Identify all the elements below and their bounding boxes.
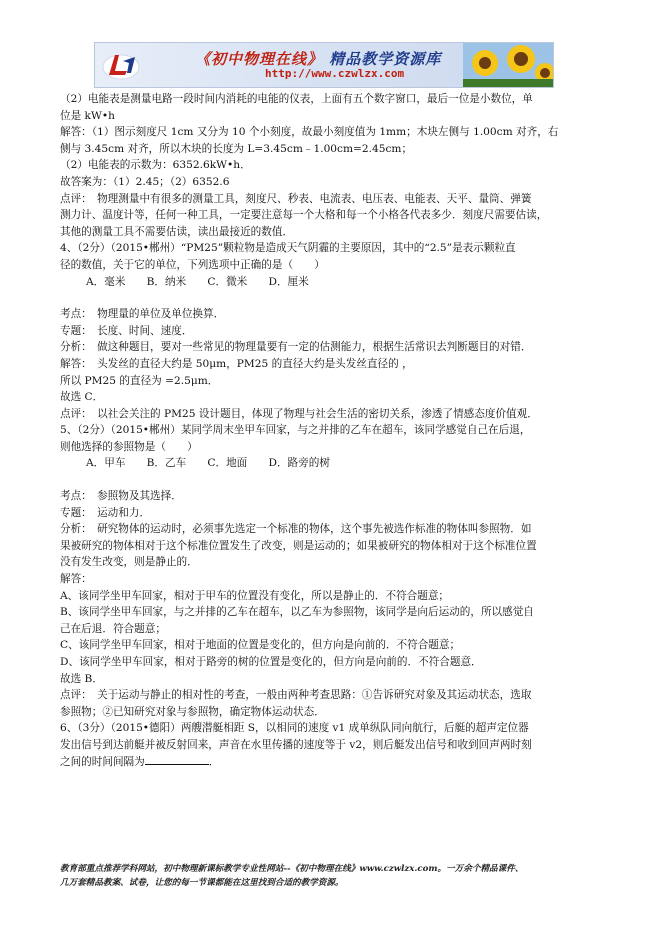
footer-line: 几万套精品教案、试卷，让您的每一节课都能在这里找到合适的教学资源。 [60, 878, 344, 888]
text-line: 则他选择的参照物是（ ） [60, 440, 198, 453]
text-line: （2）电能表的示数为：6352.6kW•h． [60, 159, 251, 172]
text-line: 故选 C． [60, 391, 104, 404]
text-line: C、该同学坐甲车回家，相对于地面的位置是变化的，但方向是向前的．不符合题意； [60, 639, 461, 652]
question-6: 6、（3分）（2015•德阳）两艘潜艇相距 S，以相同的速度 v1 成单纵队同向航行，后艇的超声定位器 [60, 722, 529, 735]
text-line: （2）电能表是测量电路一段时间内消耗的电能的仪表，上面有五个数字窗口，最后一位是小数位，单 [60, 93, 533, 105]
footer-line: 教育部重点推荐学科网站，初中物理新课标教学专业性网站--《初中物理在线》www.czwlzx.com。一万余个精品课件、 [60, 864, 524, 874]
question-4: 4、（2分）（2015•郴州）“PM25”颗粒物是造成天气阴霾的主要原因，其中的“2.5”是表示颗粒直 [60, 242, 516, 255]
text-line: 发出信号到达前艇并被反射回来，声音在水里传播的速度等于 v2，则后艇发出信号和收到回声两时刻 [60, 738, 532, 751]
text-line: 故答案为：（1）2.45；（2）6352.6 [60, 175, 230, 188]
banner-url[interactable]: http://www.czwlzx.com [265, 67, 405, 80]
question-4-options: A．毫米 B．纳米 C．微米 D．厘米 [86, 275, 309, 288]
text-line: 己在后退．符合题意； [60, 622, 166, 635]
text-line: 没有发生改变，则是静止的． [60, 556, 198, 569]
question-5: 5、（2分）（2015•郴州）某同学周末坐甲车回家，与之并排的乙车在超车，该同学感觉自己在后退， [60, 424, 531, 437]
text-line: 果被研究的物体相对于这个标准位置发生了改变，则是运动的；如果被研究的物体相对于这个标准位置 [60, 539, 537, 552]
text-line: 分析： 做这种题目，要对一些常见的物理量要有一定的估测能力，根据生活常识去判断题目的对错． [60, 341, 532, 354]
text-line: 解答： 头发丝的直径大约是 50μm，PM25 的直径大约是头发丝直径的 ， [60, 357, 413, 370]
text-line: 考点： 参照物及其选择． [60, 490, 182, 503]
text-line: 参照物；②已知研究对象与参照物，确定物体运动状态． [60, 705, 325, 718]
text-line: 径的数值，关于它的单位，下列选项中正确的是（ ） [60, 258, 325, 271]
sunflower-icon [463, 43, 553, 87]
page-footer [60, 862, 605, 890]
text-line: 故选 B． [60, 672, 103, 685]
text-line: 其他的测量工具不需要估读，读出最接近的数值． [60, 225, 294, 238]
text-line: B、该同学坐甲车回家，与之并排的乙车在超车，以乙车为参照物，该同学是向后运动的，所以感觉自 [60, 606, 534, 619]
document-body [60, 91, 602, 770]
header-banner [94, 42, 554, 88]
text-line: A、该同学坐甲车回家，相对于甲车的位置没有变化，所以是静止的．不符合题意； [60, 589, 450, 602]
banner-subtitle: 精品教学资源库 [329, 50, 442, 68]
question-5-options: A．甲车 B．乙车 C．地面 D．路旁的树 [86, 457, 330, 470]
text-line: 侧与 3.45cm 对齐，所以木块的长度为 L=3.45cm﹣1.00cm=2.45cm； [60, 142, 413, 155]
text-line: D、该同学坐甲车回家，相对于路旁的树的位置是变化的，但方向是向前的．不符合题意． [60, 656, 482, 668]
text-line: 分析： 研究物体的运动时，必须事先选定一个标准的物体，这个事先被选作标准的物体叫参照物．如 [60, 523, 532, 536]
text-line: 解答：（1）图示刻度尺 1cm 又分为 10 个小刻度，故最小刻度值为 1mm；木块左侧与 1.00cm 对齐，右 [60, 126, 559, 139]
banner-title: 《初中物理在线》 精品教学资源库 [195, 50, 442, 68]
text-line: 测力计、温度计等，任何一种工具，一定要注意每一个大格和每一个小格各代表多少．刻度尺需要估读， [60, 209, 548, 222]
answer-blank [145, 754, 209, 765]
text-line: 所以 PM25 的直径为 =2.5μm． [60, 374, 219, 387]
text-line: 专题： 运动和力． [60, 506, 151, 519]
text-line: 位是 kW•h [60, 109, 115, 122]
text-line: 解答： [60, 573, 92, 586]
text-line: 点评： 以社会关注的 PM25 设计题目，体现了物理与社会生活的密切关系，渗透了情感态度价值观． [60, 407, 538, 420]
site-logo-icon [101, 47, 141, 83]
text-line: 之间的时间间隔为 ． [60, 755, 220, 768]
text-line: 点评： 关于运动与静止的相对性的考查，一般由两种考查思路：①告诉研究对象及其运动状态，选取 [60, 689, 532, 702]
text-line: 考点： 物理量的单位及单位换算． [60, 308, 225, 321]
text-line: 点评： 物理测量中有很多的测量工具，刻度尺、秒表、电流表、电压表、电能表、天平、量筒、弹簧 [60, 192, 532, 205]
text-line: 专题： 长度、时间、速度． [60, 324, 193, 337]
